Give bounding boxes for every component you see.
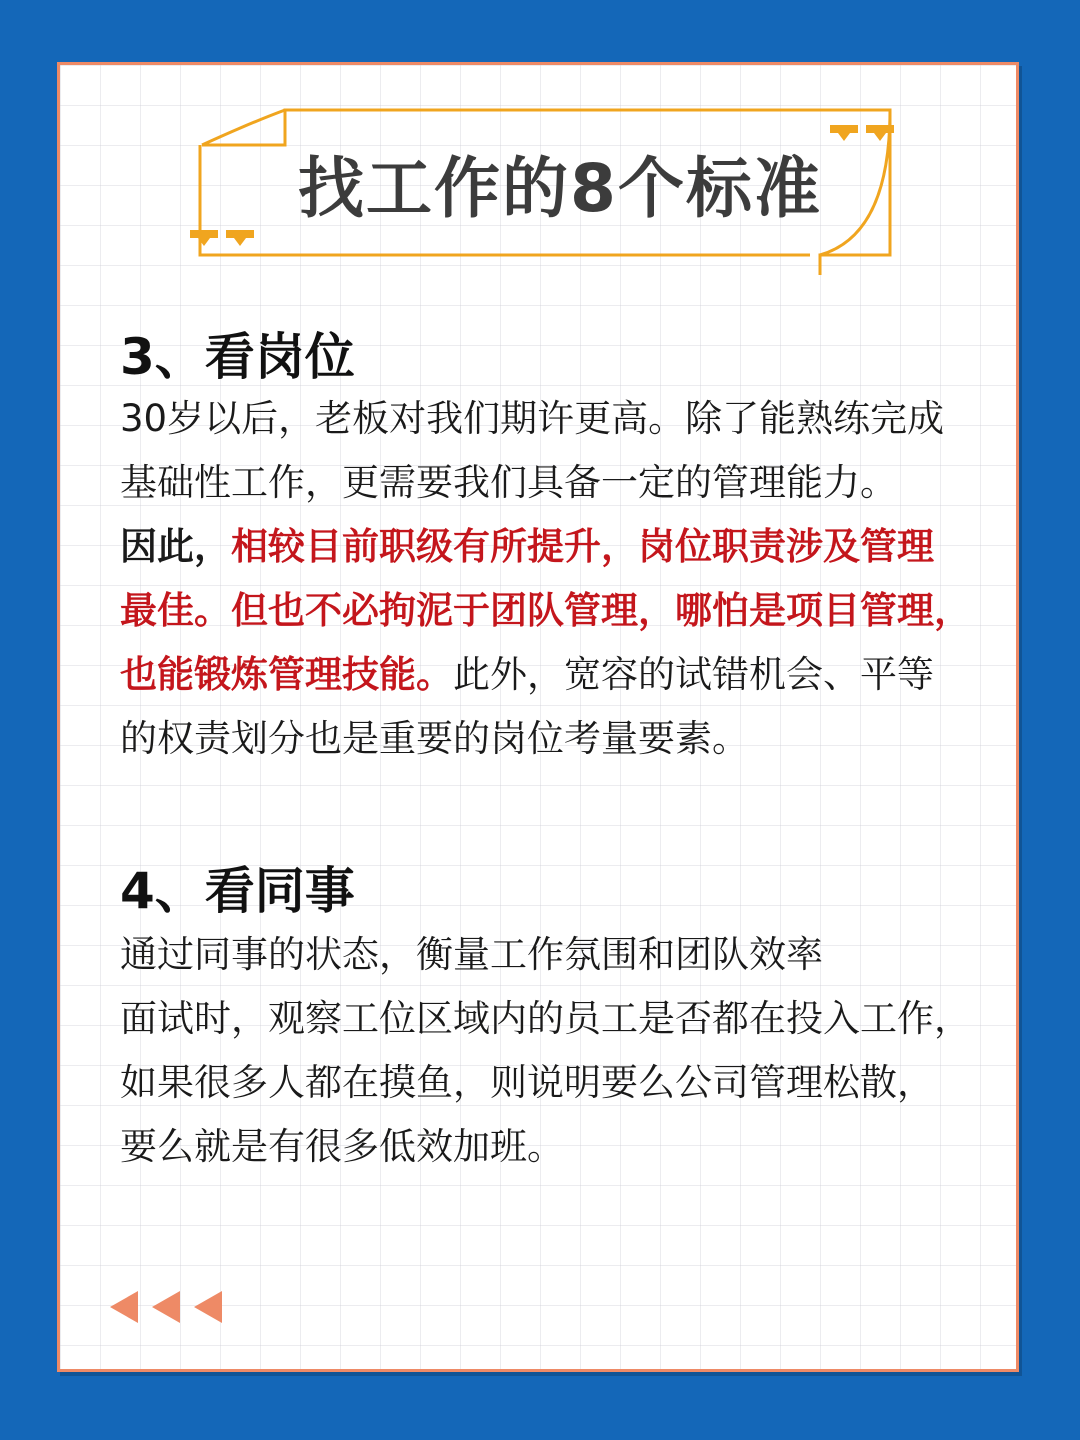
back-arrows (110, 1291, 222, 1323)
content-card (57, 62, 1019, 1372)
section-3-line (120, 643, 990, 707)
section-3-line (120, 515, 990, 579)
quote-dash (866, 125, 894, 133)
section-3-highlight: 最佳。但也不必拘泥于团队管理，哪怕是项目管理， (120, 589, 971, 632)
triangle-left-icon (194, 1291, 222, 1323)
section-3-highlight: 相较目前职级有所提升，岗位职责涉及管理 (231, 525, 934, 568)
section-3-highlight: 也能锻炼管理技能。 (120, 653, 453, 696)
section-4-line: 面试时，观察工位区域内的员工是否都在投入工作， (120, 997, 971, 1040)
quote-dash (830, 125, 858, 133)
section-3-body (120, 387, 990, 771)
page-title: 找工作的8个标准 (298, 150, 822, 227)
section-3-line: 基础性工作，更需要我们具备一定的管理能力。 (120, 461, 897, 504)
quote-dash (226, 230, 254, 238)
section-4-heading: 4、看同事 (120, 862, 355, 920)
triangle-left-icon (110, 1291, 138, 1323)
section-3-lead: 因此， (120, 525, 231, 568)
section-3-tail: 此外，宽容的试错机会、平等 (453, 653, 934, 696)
quote-dash (190, 230, 218, 238)
section-4-line: 通过同事的状态，衡量工作氛围和团队效率 (120, 933, 823, 976)
section-3-line: 30岁以后，老板对我们期许更高。除了能熟练完成 (120, 397, 945, 440)
section-3-heading: 3、看岗位 (120, 328, 355, 386)
section-4-line: 如果很多人都在摸鱼，则说明要么公司管理松散， (120, 1061, 934, 1104)
title-banner (190, 105, 900, 265)
triangle-left-icon (152, 1291, 180, 1323)
section-3-line: 的权责划分也是重要的岗位考量要素。 (120, 717, 749, 760)
section-4-line: 要么就是有很多低效加班。 (120, 1125, 564, 1168)
section-4-body (120, 923, 990, 1179)
